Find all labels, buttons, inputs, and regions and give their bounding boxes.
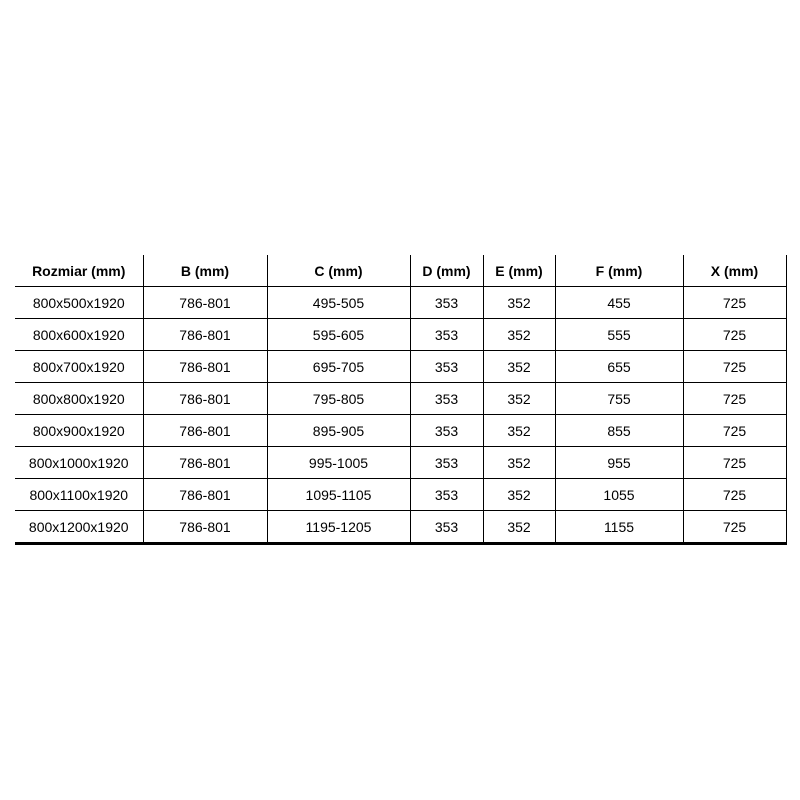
cell-rozmiar: 800x900x1920: [15, 415, 143, 447]
cell-x: 725: [683, 351, 786, 383]
cell-e: 352: [483, 511, 555, 544]
cell-rozmiar: 800x800x1920: [15, 383, 143, 415]
cell-e: 352: [483, 319, 555, 351]
table-row: [15, 351, 786, 383]
table-row: [15, 479, 786, 511]
cell-f: 955: [555, 447, 683, 479]
column-header-f: F (mm): [555, 255, 683, 287]
cell-e: 352: [483, 383, 555, 415]
cell-d: 353: [410, 415, 483, 447]
cell-b: 786-801: [143, 511, 267, 544]
cell-b: 786-801: [143, 383, 267, 415]
cell-b: 786-801: [143, 447, 267, 479]
cell-b: 786-801: [143, 287, 267, 319]
cell-b: 786-801: [143, 479, 267, 511]
cell-c: 695-705: [267, 351, 410, 383]
cell-f: 1055: [555, 479, 683, 511]
table-row: [15, 319, 786, 351]
cell-x: 725: [683, 511, 786, 544]
dimensions-table: [15, 255, 787, 545]
cell-b: 786-801: [143, 415, 267, 447]
cell-c: 795-805: [267, 383, 410, 415]
cell-d: 353: [410, 319, 483, 351]
cell-c: 595-605: [267, 319, 410, 351]
table-row: [15, 287, 786, 319]
cell-f: 1155: [555, 511, 683, 544]
cell-e: 352: [483, 415, 555, 447]
cell-f: 755: [555, 383, 683, 415]
column-header-b: B (mm): [143, 255, 267, 287]
table-row: [15, 447, 786, 479]
cell-c: 895-905: [267, 415, 410, 447]
column-header-c: C (mm): [267, 255, 410, 287]
cell-d: 353: [410, 479, 483, 511]
cell-rozmiar: 800x500x1920: [15, 287, 143, 319]
cell-d: 353: [410, 287, 483, 319]
cell-rozmiar: 800x1200x1920: [15, 511, 143, 544]
table-row: [15, 415, 786, 447]
cell-f: 555: [555, 319, 683, 351]
cell-d: 353: [410, 511, 483, 544]
cell-e: 352: [483, 447, 555, 479]
table-row: [15, 511, 786, 544]
cell-rozmiar: 800x1100x1920: [15, 479, 143, 511]
dimensions-table-container: [15, 255, 787, 545]
cell-d: 353: [410, 383, 483, 415]
cell-c: 495-505: [267, 287, 410, 319]
cell-x: 725: [683, 479, 786, 511]
cell-d: 353: [410, 447, 483, 479]
header-row: [15, 255, 786, 287]
cell-b: 786-801: [143, 351, 267, 383]
column-header-d: D (mm): [410, 255, 483, 287]
cell-e: 352: [483, 351, 555, 383]
cell-f: 855: [555, 415, 683, 447]
cell-x: 725: [683, 287, 786, 319]
cell-d: 353: [410, 351, 483, 383]
cell-rozmiar: 800x700x1920: [15, 351, 143, 383]
cell-x: 725: [683, 319, 786, 351]
cell-e: 352: [483, 287, 555, 319]
cell-x: 725: [683, 415, 786, 447]
cell-b: 786-801: [143, 319, 267, 351]
cell-rozmiar: 800x1000x1920: [15, 447, 143, 479]
cell-c: 995-1005: [267, 447, 410, 479]
cell-x: 725: [683, 447, 786, 479]
cell-c: 1195-1205: [267, 511, 410, 544]
table-row: [15, 383, 786, 415]
cell-x: 725: [683, 383, 786, 415]
cell-e: 352: [483, 479, 555, 511]
column-header-rozmiar: Rozmiar (mm): [15, 255, 143, 287]
cell-rozmiar: 800x600x1920: [15, 319, 143, 351]
cell-f: 655: [555, 351, 683, 383]
column-header-x: X (mm): [683, 255, 786, 287]
cell-c: 1095-1105: [267, 479, 410, 511]
cell-f: 455: [555, 287, 683, 319]
column-header-e: E (mm): [483, 255, 555, 287]
